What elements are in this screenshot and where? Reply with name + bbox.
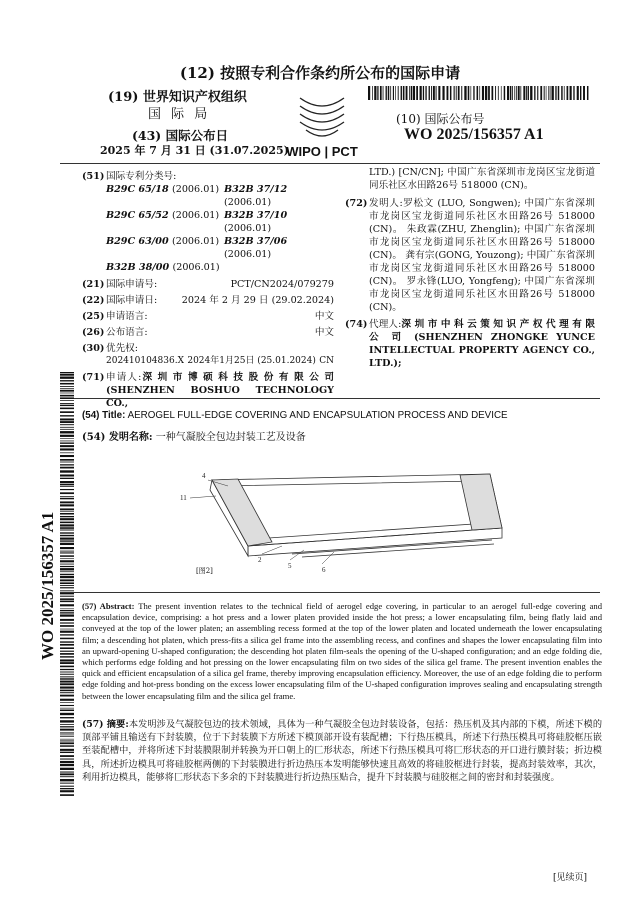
barcode-bar: [60, 543, 74, 545]
barcode-bar: [431, 86, 432, 100]
barcode-bar: [60, 540, 74, 541]
barcode-bar: [60, 783, 74, 784]
barcode-bar: [60, 513, 74, 515]
title-chinese: (54) 发明名称: 一种气凝胶全包边封装工艺及设备: [82, 432, 306, 443]
barcode-bar: [492, 86, 494, 100]
barcode-bar: [60, 672, 74, 673]
barcode-bar: [60, 692, 74, 693]
barcode-bar: [488, 86, 490, 100]
figure-caption: [图2]: [196, 567, 213, 575]
barcode-bar: [528, 86, 529, 100]
organization-name: (19) 世界知识产权组织: [108, 90, 247, 105]
barcode-bar: [507, 86, 509, 100]
barcode-bar: [550, 86, 551, 100]
barcode-bar: [60, 538, 74, 540]
barcode-bar: [60, 739, 74, 740]
barcode-bar: [60, 764, 74, 766]
barcode-bar: [368, 86, 370, 100]
barcode-bar: [60, 610, 74, 611]
barcode-bar: [60, 484, 74, 485]
barcode-bar: [60, 729, 74, 731]
barcode-bar: [516, 86, 517, 100]
barcode-bar: [551, 86, 553, 100]
barcode-bar: [60, 759, 74, 760]
publication-date: 2025 年 7 月 31 日 (31.07.2025): [100, 144, 289, 157]
barcode-bar: [60, 699, 74, 701]
barcode-bar: [60, 448, 74, 450]
ipc-section: [82, 170, 334, 274]
ipc-code-list: [106, 183, 334, 274]
barcode-bar: [60, 421, 74, 423]
barcode-bar: [60, 535, 74, 536]
barcode-bar: [60, 601, 74, 603]
barcode-bar: [60, 474, 74, 476]
barcode-bar: [60, 786, 74, 787]
barcode-bar: [548, 86, 549, 100]
barcode-bar: [580, 86, 581, 100]
barcode-bar: [60, 676, 74, 677]
barcode-bar: [587, 86, 588, 100]
barcode-bar: [60, 383, 74, 385]
barcode-bar: [495, 86, 496, 100]
barcode-bar: [60, 415, 74, 416]
barcode-bar: [60, 625, 74, 627]
barcode-bar: [60, 551, 74, 552]
barcode-bar: [60, 749, 74, 751]
barcode-bar: [60, 622, 74, 623]
barcode-bar: [60, 772, 74, 773]
barcode-bar: [60, 411, 74, 413]
barcode-bar: [60, 462, 74, 463]
barcode-bar: [60, 478, 74, 479]
drawing-label: 11: [180, 494, 187, 502]
publication-language-row: (26) 公布语言: 中文: [82, 327, 334, 338]
barcode-bar: [561, 86, 562, 100]
barcode-bar: [523, 86, 525, 100]
barcode-bar: [498, 86, 499, 100]
barcode-bar: [60, 585, 74, 586]
barcode-bar: [454, 86, 455, 100]
barcode-bar: [60, 794, 74, 796]
applicant-address: LTD.) [CN/CN]; 中国广东省深圳市龙岗区宝龙街道同乐社区水田路26号 518000 (CN)。: [369, 167, 595, 191]
barcode-bar: [60, 614, 74, 616]
barcode-bar: [60, 470, 74, 472]
barcode-bar: [60, 522, 74, 524]
barcode-bar: [60, 552, 74, 553]
barcode-bar: [372, 86, 373, 100]
barcode-bar: [530, 86, 532, 100]
barcode-bar: [60, 438, 74, 439]
barcode-bar: [60, 560, 74, 562]
barcode-bar: [60, 768, 74, 770]
bibliographic-left-column: [82, 170, 334, 413]
drawing-left-strip: [212, 479, 272, 546]
barcode-bar: [60, 568, 74, 570]
barcode-bar: [60, 734, 74, 735]
barcode-bar: [60, 564, 74, 565]
drawing-label: 4: [202, 472, 206, 480]
priority-row: (30) 优先权: 202410104836.X 2024年1月25日 (25.01.2024) CN: [82, 343, 334, 366]
barcode-bar: [60, 566, 74, 567]
barcode-bar: [60, 761, 74, 763]
abstract-chinese: (57) 摘要:本发明涉及气凝胶包边的技术领域，具体为一种气凝胶全包边封装设备，包括：热压机及其内部的下模，所述下模的顶部平铺且输送有下封装膜，位于下封装膜下方所述下模顶部开设有装配槽；下行热压模具，所述下行热压模具可将硅胶框压嵌至装配槽中，并将所述下封装膜限制并转换为开口朝上的匚形状态，所述下行热压模具可将匚形状态的开口进行膜封装；折边模具，所述折边模具可将硅胶框两侧的下封装膜进行折边热压本发明能够快速且高效的将硅胶框进行封装，提高封装效率，其次，利用折边模具，能够将匚形状态下多余的下封装膜进行折边热压贴合，提升下封装膜与硅胶框之间的密封和封装强度。: [82, 719, 603, 783]
abstract-english: (57) Abstract: The present invention relates to the technical field of aerogel edge covering, in particular to an aerogel full-edge covering and encapsulation device, comprising: a hot press and a lower platen provided inside the hot press; a lower encapsulating film, being flatly laid and conveyed at the top of the lower platen; an assembling recess formed at the top of the lower platen and located underneath the lower encapsulating film; a descending hot platen, which press-fits a silica gel frame into the assembling recess, and confines and shapes the lower encapsulating film into an upward-opening U-shaped configuration; the descending hot platen film-seals the opening of the U-shaped configuration; and an edge folding die, which performs edge folding and hot pressing on the lower encapsulating film on two sides of the silica gel frame. The present invention enables the quick and efficient encapsulation of a silica gel frame, thereby improving encapsulation efficiency. Moreover, the use of an edge folding die to perform edge folding and hot-press bonding on the excess lower encapsulating film of the U-shaped configuration improves sealing and encapsulating strength between the lower encapsulating film and the silica gel frame.: [82, 601, 603, 701]
barcode-bar: [442, 86, 444, 100]
barcode-bar: [60, 455, 74, 457]
barcode-bar: [60, 558, 74, 559]
barcode-bar: [420, 86, 422, 100]
barcode-bar: [468, 86, 470, 100]
barcode-bar: [60, 496, 74, 497]
barcode-bar: [60, 713, 74, 715]
barcode-bar: [60, 516, 74, 517]
barcode-bar: [60, 393, 74, 394]
barcode-bar: [423, 86, 424, 100]
barcode-bar: [60, 501, 74, 503]
barcode-bar: [60, 598, 74, 600]
barcode-bar: [60, 467, 74, 469]
organization-bureau: 国 际 局: [148, 107, 211, 122]
barcode-bar: [60, 405, 74, 406]
barcode-bar: [558, 86, 559, 100]
barcode-bar: [60, 752, 74, 753]
barcode-bar: [60, 631, 74, 633]
filing-date: 2024 年 2 月 29 日 (29.02.2024): [181, 295, 334, 306]
barcode-bar: [60, 732, 74, 733]
barcode-bar: [406, 86, 408, 100]
barcode-bar: [60, 674, 74, 675]
barcode-bar: [60, 662, 74, 664]
applicant-row: (71) 申请人:深 圳 市 博 硕 科 技 股 份 有 限 公 司 (SHENZHEN BOSHUO TECHNOLOGY CO.,: [82, 372, 334, 409]
barcode-bar: [60, 403, 74, 404]
header-divider: [60, 163, 600, 164]
barcode-bar: [60, 619, 74, 621]
barcode-bar: [60, 445, 74, 447]
barcode-bar: [60, 641, 74, 642]
barcode-bar: [501, 86, 502, 100]
barcode-bar: [60, 742, 74, 744]
barcode-bar: [60, 736, 74, 737]
barcode-bar: [436, 86, 437, 100]
barcode-bar: [514, 86, 515, 100]
barcode-bar: [60, 459, 74, 461]
barcode-bar: [60, 708, 74, 709]
applicant-name: 深 圳 市 博 硕 科 技 股 份 有 限 公 司 (SHENZHEN BOSHUO TECHNOLOGY CO.,: [106, 372, 334, 409]
ipc-code: B32B 37/12 (2006.01): [224, 184, 288, 208]
barcode-bar: [477, 86, 479, 100]
ipc-code: B29C 65/18 (2006.01): [106, 184, 220, 195]
drawing-right-strip: [460, 474, 502, 530]
barcode-bar: [403, 86, 405, 100]
barcode-bar: [60, 492, 74, 494]
barcode-bar: [409, 86, 410, 100]
barcode-bar: [485, 86, 487, 100]
barcode-bar: [564, 86, 565, 100]
barcode-bar: [60, 574, 74, 575]
barcode-bar: [60, 442, 74, 443]
barcode-bar: [60, 530, 74, 531]
barcode-bar: [60, 435, 74, 437]
document-title: (12) 按照专利合作条约所公布的国际申请: [179, 64, 461, 82]
barcode-bar: [60, 452, 74, 453]
barcode-bar: [380, 86, 382, 100]
barcode-bar: [60, 634, 74, 635]
barcode-bar: [60, 666, 74, 668]
barcode-bar: [570, 86, 572, 100]
publication-number-label: (10) 国际公布号: [396, 112, 485, 126]
barcode-bar: [386, 86, 387, 100]
barcode-bar: [388, 86, 389, 100]
barcode-bar: [60, 427, 74, 428]
barcode-bar: [60, 498, 74, 499]
barcode-bar: [60, 395, 74, 397]
barcode-bar: [60, 511, 74, 512]
vertical-publication-number: WO 2025/156357 A1: [38, 511, 57, 660]
barcode-bar: [60, 518, 74, 520]
barcode-bar: [456, 86, 457, 100]
barcode-bar: [60, 504, 74, 506]
barcode-bar: [60, 695, 74, 697]
barcode-bar: [447, 86, 449, 100]
ipc-code-number: (51): [82, 171, 105, 182]
barcode-bar: [433, 86, 435, 100]
barcode-bar: [60, 651, 74, 652]
ipc-code: B32B 37/06 (2006.01): [224, 236, 288, 260]
barcode-bar: [510, 86, 511, 100]
barcode-bar: [60, 390, 74, 392]
continuation-note: [见续页]: [553, 873, 588, 883]
barcode-bar: [60, 576, 74, 578]
barcode-bar: [60, 431, 74, 433]
barcode-bar: [60, 656, 74, 657]
barcode-bar: [60, 582, 74, 584]
barcode-bar: [546, 86, 547, 100]
barcode-bar: [60, 397, 74, 399]
barcode-bar: [60, 612, 74, 613]
barcode-bar: [60, 790, 74, 792]
barcode-bar: [60, 659, 74, 661]
barcode-bar: [450, 86, 452, 100]
barcode-bar: [60, 464, 74, 465]
barcode-bar: [504, 86, 505, 100]
barcode-bar: [60, 579, 74, 581]
barcode-bar: [60, 374, 74, 376]
barcode-bar: [60, 638, 74, 640]
barcode-bar: [60, 788, 74, 789]
barcode-bar: [464, 86, 466, 100]
barcode-bar: [60, 386, 74, 387]
barcode-bar: [60, 678, 74, 679]
barcode-bar: [60, 532, 74, 533]
barcode-bar: [60, 653, 74, 655]
agent-row: (74) 代理人:深 圳 市 中 科 云 策 知 识 产 权 代 理 有 限 公 司 (SHENZHEN ZHONGKE YUNCE INTELLECTUAL PROPERTY AGENCY CO., LTD.);: [345, 319, 595, 369]
application-number-row: (21) 国际申请号: PCT/CN2024/079279: [82, 279, 334, 290]
filing-date-row: (22) 国际申请日: 2024 年 2 月 29 日 (29.02.2024): [82, 295, 334, 306]
priority-number: 202410104836.X: [106, 356, 184, 366]
publication-language: 中文: [314, 327, 334, 338]
barcode-bar: [60, 647, 74, 649]
bibliographic-right-column: [345, 166, 595, 373]
barcode-bar: [573, 86, 574, 100]
barcode-bar: [60, 710, 74, 712]
drawing-label: 5: [288, 562, 292, 570]
barcode-bar: [520, 86, 521, 100]
priority-date: 2024年1月25日 (25.01.2024): [187, 356, 316, 366]
barcode-bar: [60, 547, 74, 549]
barcode-bar: [383, 86, 384, 100]
barcode-bar: [60, 571, 74, 572]
wipo-logo: [270, 92, 375, 162]
barcode-bar: [411, 86, 412, 100]
barcode-bar: [60, 720, 74, 722]
barcode-bar: [60, 690, 74, 692]
barcode-bar: [60, 608, 74, 609]
barcode-bar: [479, 86, 480, 100]
barcode-bar: [60, 596, 74, 597]
barcode-bar: [60, 408, 74, 410]
ipc-code: B29C 63/00 (2006.01): [106, 236, 220, 247]
barcode-bar: [60, 755, 74, 757]
barcode-bar: [60, 681, 74, 683]
barcode-bar: [540, 86, 542, 100]
ipc-code: B32B 38/00 (2006.01): [106, 262, 220, 273]
barcode-bar: [60, 372, 74, 373]
figure-divider: [60, 592, 600, 593]
barcode-bar: [60, 745, 74, 746]
barcode-bar: [60, 489, 74, 490]
barcode-bar: [60, 424, 74, 425]
barcode-bar: [60, 702, 74, 703]
barcode-bar: [458, 86, 460, 100]
barcode-bar: [60, 555, 74, 557]
barcode-bar: [60, 486, 74, 487]
barcode-bar: [377, 86, 378, 100]
barcode-bar: [526, 86, 527, 100]
barcode-bar: [401, 86, 402, 100]
barcode-bar: [395, 86, 396, 100]
barcode-bar: [60, 587, 74, 588]
barcode-bar: [60, 773, 74, 775]
barcode-bar: [60, 779, 74, 781]
agent-name: 深 圳 市 中 科 云 策 知 识 产 权 代 理 有 限 公 司 (SHENZHEN ZHONGKE YUNCE INTELLECTUAL PROPERTY AGENCY CO., LTD.);: [369, 319, 595, 369]
barcode-left: [60, 372, 74, 796]
barcode-bar: [60, 527, 74, 529]
barcode-bar: [60, 380, 74, 381]
barcode-bar: [60, 726, 74, 727]
drawing-label: 6: [322, 566, 326, 574]
barcode-bar: [473, 86, 474, 100]
patent-drawing: [172, 460, 512, 580]
inventors-row: (72) 发明人:罗松文 (LUO, Songwen); 中国广东省深圳市龙岗区宝龙街道同乐社区水田路26号 518000 (CN)。 朱政霖(ZHU, Zhenglin); 中国广东省深圳市龙岗区宝龙街道同乐社区水田路26号 518000 (CN)。 龚有宗(GONG, Youzong); 中国广东省深圳市龙岗区宝龙街道同乐社区水田路26号 518000 (CN)。 罗永锋(LUO, Yongfeng); 中国广东省深圳市龙岗区宝龙街道同乐社区水田路26号 518000 (CN)。: [345, 198, 595, 313]
barcode-bar: [438, 86, 440, 100]
filing-language-row: (25) 申请语言: 中文: [82, 311, 334, 322]
inventor-list: 罗松文 (LUO, Songwen); 中国广东省深圳市龙岗区宝龙街道同乐社区水田路26号 518000 (CN)。 朱政霖(ZHU, Zhenglin); 中国广东省深圳市龙岗区宝龙街道同乐社区水田路26号 518000 (CN)。 龚有宗(GONG, Youzong); 中国广东省深圳市龙岗区宝龙街道同乐社区水田路26号 518000 (CN)。 罗永锋(LUO, Yongfeng); 中国广东省深圳市龙岗区宝龙街道同乐社区水田路26号 518000 (CN)。: [369, 198, 595, 313]
barcode-bar: [583, 86, 585, 100]
barcode-bar: [60, 686, 74, 688]
barcode-bar: [393, 86, 394, 100]
barcode-bar: [60, 629, 74, 630]
priority-country: CN: [319, 356, 334, 366]
drawing-label: 2: [258, 556, 262, 564]
ipc-code: B32B 37/10 (2006.01): [224, 210, 288, 234]
barcode-bar: [413, 86, 415, 100]
barcode-bar: [60, 717, 74, 718]
barcode-bar: [60, 524, 74, 526]
barcode-bar: [60, 724, 74, 725]
barcode-bar: [60, 418, 74, 420]
barcode-bar: [60, 683, 74, 685]
barcode-bar: [60, 376, 74, 378]
publication-date-label: (43) 国际公布日: [132, 128, 229, 143]
barcode-bar: [60, 644, 74, 646]
barcode-bar: [512, 86, 513, 100]
barcode-bar: [482, 86, 484, 100]
barcode-bar: [60, 388, 74, 389]
barcode-top: [368, 86, 590, 100]
title-english: (54) Title: AEROGEL FULL-EDGE COVERING AND ENCAPSULATION PROCESS AND DEVICE: [82, 410, 508, 421]
barcode-bar: [60, 481, 74, 483]
barcode-bar: [471, 86, 472, 100]
barcode-bar: [416, 86, 418, 100]
barcode-bar: [60, 705, 74, 706]
barcode-bar: [60, 429, 74, 430]
barcode-bar: [429, 86, 430, 100]
filing-language: 中文: [314, 311, 334, 322]
barcode-bar: [60, 776, 74, 777]
barcode-bar: [60, 604, 74, 606]
barcode-bar: [577, 86, 579, 100]
barcode-bar: [60, 740, 74, 741]
barcode-bar: [461, 86, 462, 100]
application-number: PCT/CN2024/079279: [230, 279, 334, 290]
barcode-bar: [398, 86, 399, 100]
bibliographic-divider: [60, 398, 600, 399]
barcode-bar: [534, 86, 535, 100]
barcode-bar: [60, 508, 74, 510]
ipc-code: B29C 65/52 (2006.01): [106, 210, 220, 221]
barcode-bar: [390, 86, 391, 100]
barcode-bar: [555, 86, 556, 100]
barcode-bar: [60, 400, 74, 401]
barcode-bar: [425, 86, 426, 100]
barcode-bar: [60, 441, 74, 442]
barcode-bar: [567, 86, 569, 100]
barcode-bar: [374, 86, 376, 100]
ipc-label: 国际专利分类号:: [106, 171, 177, 182]
barcode-bar: [60, 669, 74, 670]
wipo-logo-text: WIPO | PCT: [286, 144, 358, 159]
barcode-bar: [518, 86, 520, 100]
publication-number: WO 2025/156357 A1: [404, 126, 544, 143]
barcode-bar: [544, 86, 545, 100]
barcode-bar: [537, 86, 538, 100]
